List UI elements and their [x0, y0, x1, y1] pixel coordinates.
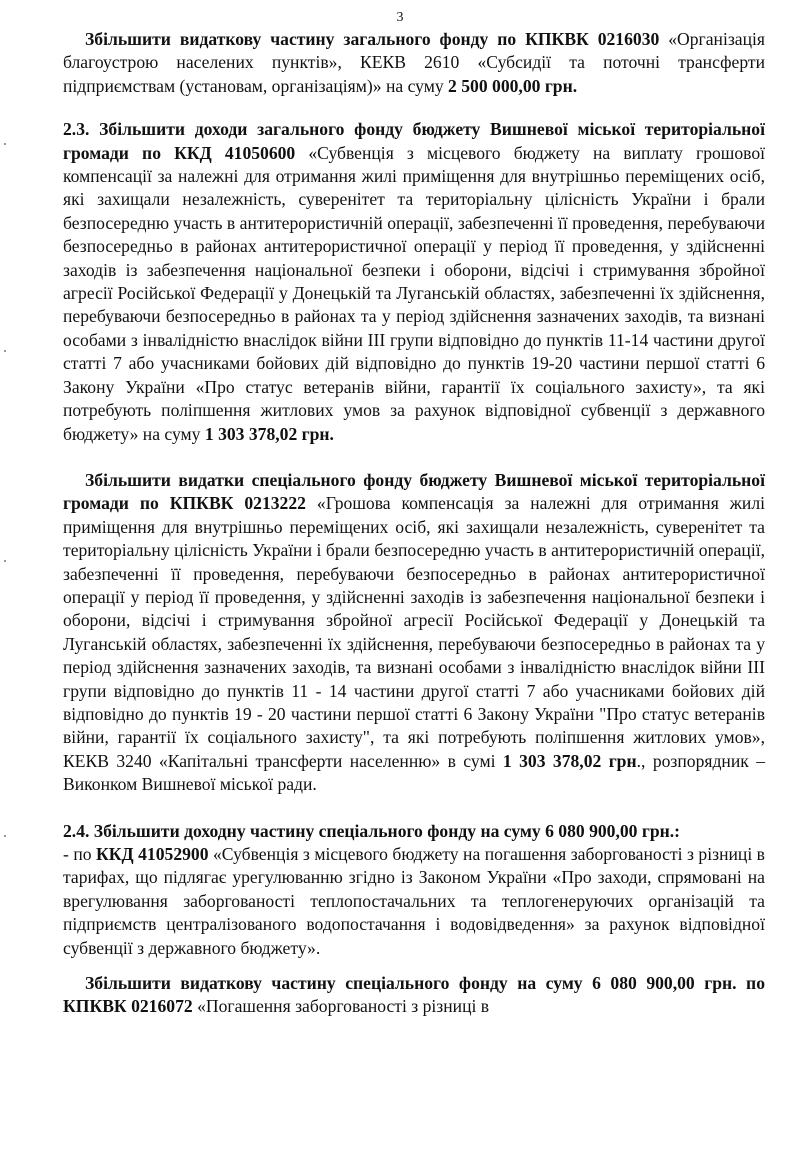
page-number: 3 [396, 10, 404, 25]
text-run: «Субвенція з місцевого бюджету на виплату грошової компенсації за належні для отримання жилі приміщення для внутрішньо переміщених осіб, які захищали незалежність, суверенітет та територіальну цілісність України і брали безпосередню участь в антитерористичній операції, забезпеченні її проведення, перебуваючи безпосередньо в районах антитерористичної операції у період її проведення, у здійсненні заходів із забезпечення національної безпеки і оборони, відсічі і стримування збройної агресії Російської Федерації у Донецькій та Луганській областях, забезпеченні їх здійснення, перебуваючи безпосередньо в районах та у період здійснення зазначених заходів, та визнані особами з інвалідністю внаслідок війни III групи відповідно до пунктів 11-14 частини другої статті 7 або учасниками бойових дій відповідно до пунктів 19-20 частини першої статті 6 Закону України «Про статус ветеранів війни, гарантії їх соціального захисту», та які потребують поліпшення житлових умов за рахунок відповідної субвенції з державного бюджету» на суму [63, 142, 765, 444]
paragraph-expenditure-0216030 [63, 28, 765, 98]
bold-text: Збільшити видаткову частину загального фонду по КПКВК 0216030 [85, 29, 660, 49]
text-run: «Організація благоустрою населених пунктів», КЕКВ 2610 «Субсидії та поточні трансферти підприємствам (установам, організаціям)» на суму [63, 29, 765, 96]
text-run: ., розпорядник – Виконком Вишневої міської ради. [63, 750, 765, 795]
bold-text: 2 500 000,00 грн. [448, 75, 578, 96]
bold-text: Збільшити видатки спеціального фонду бюджету Вишневої міської територіальної громади по КПКВК 0213222 [63, 469, 765, 514]
bold-text: 1 303 378,02 грн [502, 750, 637, 771]
bold-text: 1 303 378,02 грн. [204, 423, 334, 444]
text-run: «Грошова компенсація за належні для отримання жилі приміщення для внутрішньо переміщених осіб, які захищали незалежність, суверенітет та територіальну цілісність України і брали безпосередню участь в антитерористичній операції, забезпеченні її проведення, перебуваючи безпосередньо в районах антитерористичної операції у період її проведення, у здійсненні заходів із забезпечення національної безпеки і оборони, відсічі і стримування збройної агресії Російської Федерації у Донецькій та Луганській областях, забезпеченні їх здійснення, перебуваючи безпосередньо в районах та у період здійснення зазначених заходів, та визнані особами з інвалідністю внаслідок війни III групи відповідно до пунктів 11 - 14 частини другої статті 7 або учасниками бойових дій відповідно до пунктів 19 - 20 частини першої статті 6 Закону України "Про статус ветеранів війни, гарантії їх соціального захисту", та які потребують поліпшення житлових умов», КЕКВ 3240 «Капітальні трансферти населенню» в сумі [63, 493, 765, 771]
document-body [63, 28, 765, 1019]
scan-speck [4, 350, 6, 352]
paragraph-kkd-41052900 [63, 843, 765, 960]
text-run: «Погашення заборгованості з різниці в [192, 996, 490, 1017]
scan-speck [4, 143, 6, 145]
bold-text: Збільшити видаткову частину спеціального фонду на суму 6 080 900,00 грн. по КПКВК 0216072 [63, 973, 765, 1017]
scan-speck [4, 560, 6, 562]
bold-text: 2.3. Збільшити доходи загального фонду бюджету Вишневої міської територіальної громади по ККД 41050600 [63, 119, 765, 163]
bold-text: 2.4. Збільшити доходну частину спеціального фонду на суму 6 080 900,00 грн.: [63, 820, 681, 841]
bold-text: ККД 41052900 [96, 844, 209, 864]
paragraph-expenditure-0216072 [63, 972, 765, 1019]
paragraph-2-4-special-fund [63, 820, 765, 843]
text-run: - по [63, 844, 97, 864]
scan-speck [4, 835, 6, 837]
text-run: «Субвенція з місцевого бюджету на погашення заборгованості з різниці в тарифах, що підлягає урегулюванню згідно із Законом України «Про заходи, спрямовані на врегулювання заборгованості теплопостачальних та теплогенеруючих організацій та підприємств централізованого водопостачання і водовідведення» за рахунок відповідної субвенції з державного бюджету». [63, 844, 765, 958]
paragraph-expenditure-0213222 [63, 469, 765, 797]
paragraph-2-3-income [63, 118, 765, 446]
